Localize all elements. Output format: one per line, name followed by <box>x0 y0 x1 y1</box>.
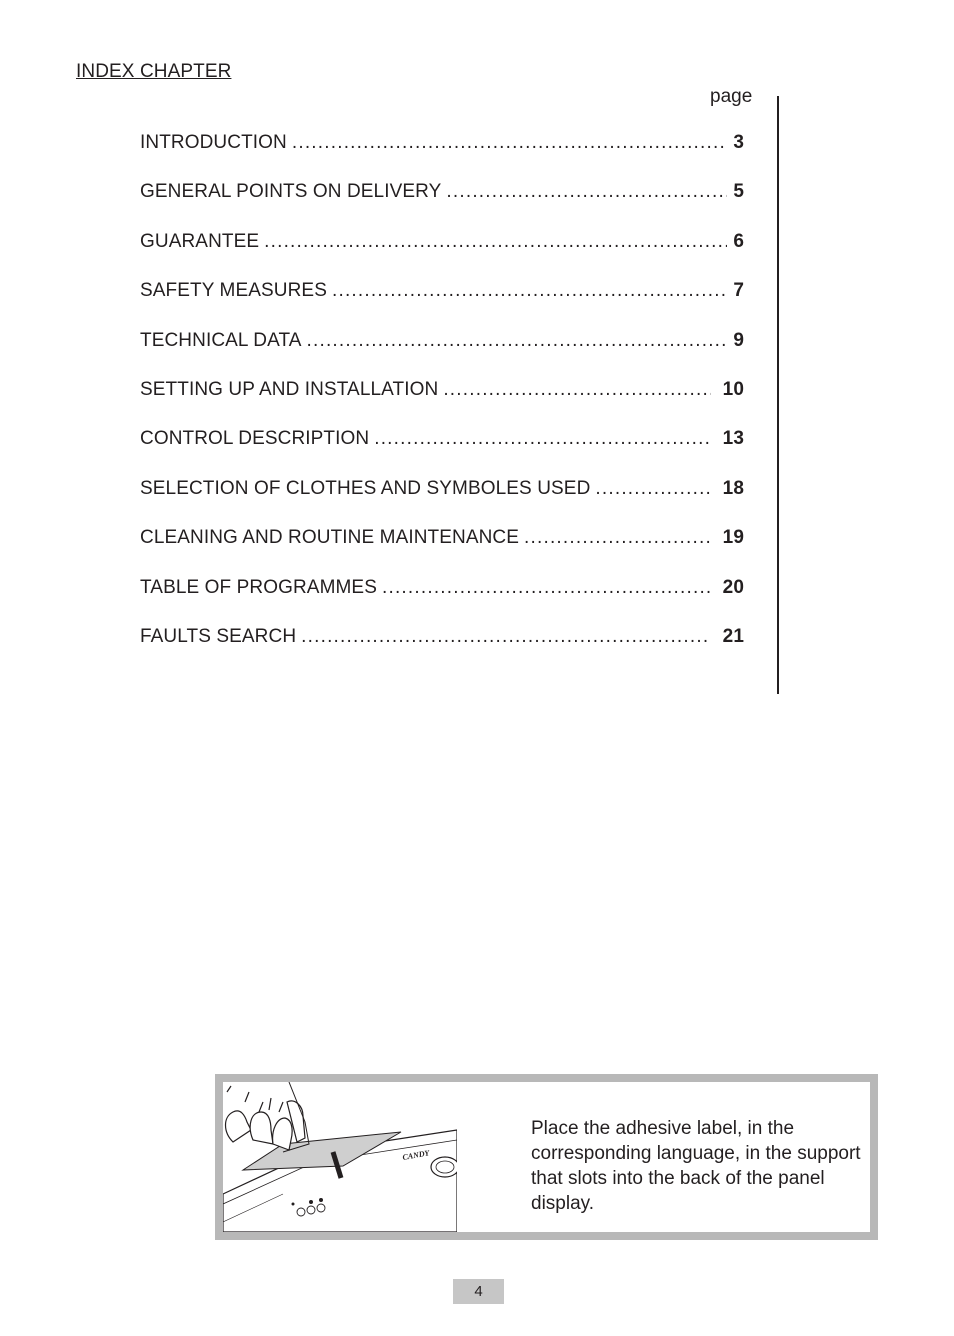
toc-entry-title: TECHNICAL DATA <box>140 329 302 351</box>
note-box-inner <box>223 1082 870 1232</box>
toc-entry-page: 3 <box>733 132 744 153</box>
toc-entry <box>140 330 744 379</box>
page-column-label: page <box>710 86 753 107</box>
toc-dot-leader <box>382 577 711 599</box>
toc-entry-page: 18 <box>722 477 744 499</box>
brand-logo-text: CANDY <box>401 1148 431 1162</box>
toc-entry <box>140 132 744 181</box>
index-heading: INDEX CHAPTER <box>76 61 232 82</box>
toc-entry-page: 21 <box>722 625 744 647</box>
toc-entry-title: CONTROL DESCRIPTION <box>140 428 370 450</box>
toc-dot-leader <box>307 330 727 352</box>
toc-entry <box>140 527 744 576</box>
table-of-contents <box>140 132 744 675</box>
toc-entry-title: GENERAL POINTS ON DELIVERY <box>140 181 442 203</box>
toc-entry-page: 7 <box>733 280 744 302</box>
toc-entry-title: TABLE OF PROGRAMMES <box>140 576 377 598</box>
toc-entry <box>140 379 744 428</box>
toc-entry-title: GUARANTEE <box>140 230 260 252</box>
toc-entry-page: 5 <box>733 181 744 203</box>
toc-dot-leader <box>524 527 711 549</box>
toc-entry-title: SELECTION OF CLOTHES AND SYMBOLES USED <box>140 477 591 499</box>
note-box <box>215 1074 878 1240</box>
toc-entry-title: INTRODUCTION <box>140 132 287 153</box>
toc-entry-page: 9 <box>733 329 744 351</box>
toc-entry-title: FAULTS SEARCH <box>140 625 297 647</box>
toc-entry-page: 6 <box>733 230 744 252</box>
toc-dot-leader <box>301 626 711 648</box>
toc-dot-leader <box>332 280 727 302</box>
toc-entry <box>140 428 744 477</box>
toc-entry-page: 10 <box>722 378 744 400</box>
toc-entry-page: 13 <box>722 428 744 450</box>
toc-dot-leader <box>292 132 727 154</box>
note-instruction-text: Place the adhesive label, in the corresponding language, in the support that slots into the back of the panel display. <box>531 1118 861 1214</box>
toc-dot-leader <box>374 428 711 450</box>
toc-dot-leader <box>443 379 711 401</box>
toc-dot-leader <box>264 231 727 253</box>
toc-entry <box>140 280 744 329</box>
toc-entry <box>140 478 744 527</box>
page-number: 4 <box>453 1279 504 1304</box>
toc-dot-leader <box>595 478 711 500</box>
toc-entry-title: SAFETY MEASURES <box>140 280 327 302</box>
toc-entry <box>140 577 744 626</box>
toc-dot-leader <box>446 181 727 203</box>
toc-entry <box>140 231 744 280</box>
toc-entry-title: SETTING UP AND INSTALLATION <box>140 378 439 400</box>
toc-entry <box>140 626 744 675</box>
label-insertion-illustration <box>223 1082 457 1232</box>
toc-entry <box>140 181 744 230</box>
toc-entry-title: CLEANING AND ROUTINE MAINTENANCE <box>140 527 520 549</box>
toc-entry-page: 19 <box>722 527 744 549</box>
toc-entry-page: 20 <box>722 576 744 598</box>
vertical-divider <box>777 96 779 694</box>
